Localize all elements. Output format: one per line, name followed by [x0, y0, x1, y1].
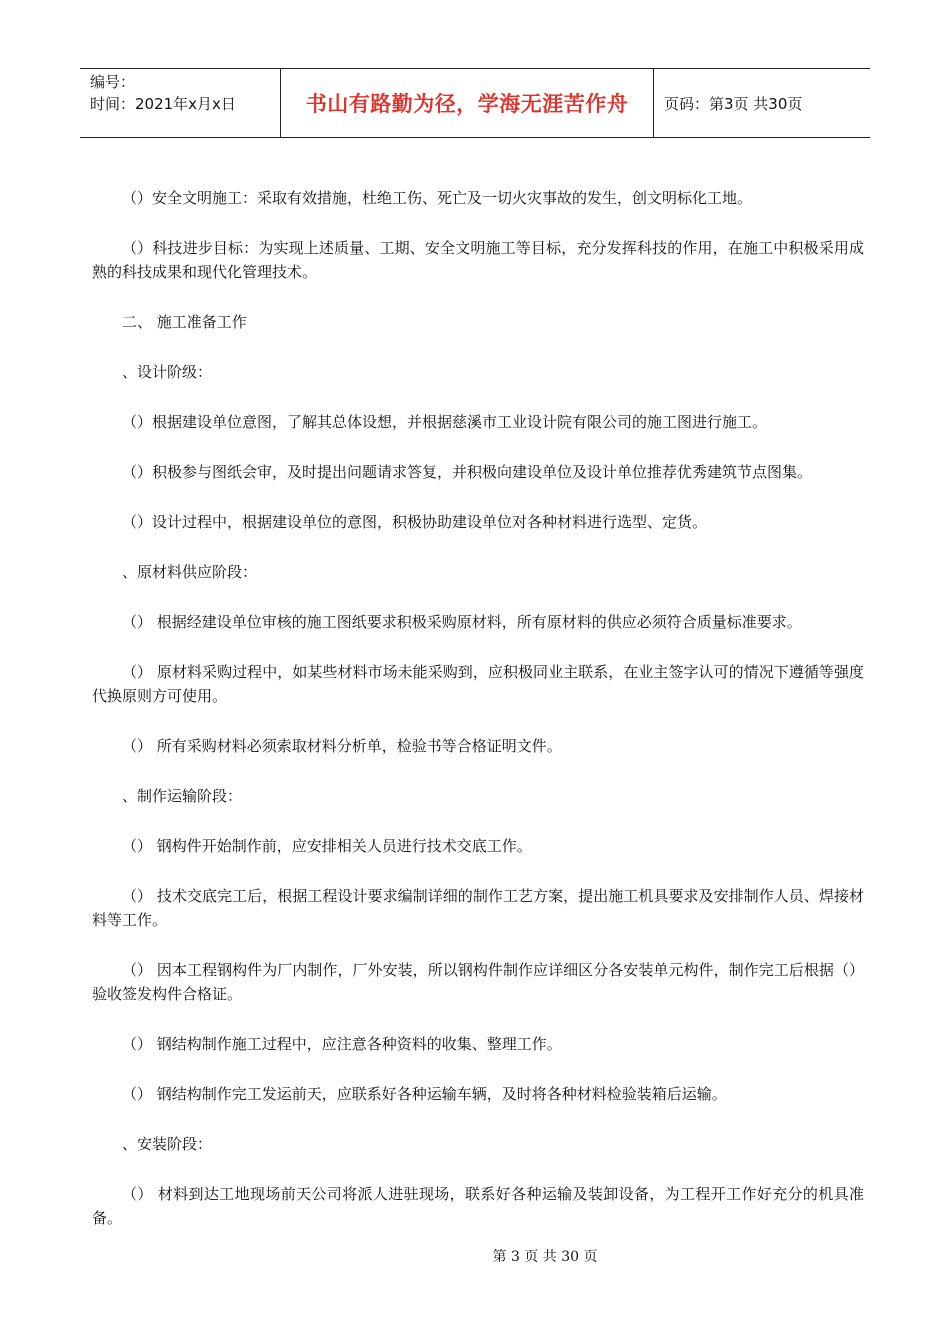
header-page-number: 页码：第3页 共30页 [664, 94, 803, 113]
paragraph: （） 钢结构制作完工发运前天，应联系好各种运输车辆，及时将各种材料检验装箱后运输。 [122, 1085, 727, 1103]
paragraph: （）根据建设单位意图，了解其总体设想，并根据慈溪市工业设计院有限公司的施工图进行施工。 [122, 413, 768, 431]
paragraph: （） 材料到达工地现场前天公司将派人进驻现场，联系好各种运输及装卸设备，为工程开工作好充分的机具准备。 [92, 1185, 864, 1227]
paragraph: （） 原材料采购过程中，如某些材料市场未能采购到，应积极同业主联系，在业主签字认可的情况下遵循等强度代换原则方可使用。 [92, 663, 864, 705]
paragraph: （）设计过程中，根据建设单位的意图，积极协助建设单位对各种材料进行选型、定货。 [122, 513, 708, 531]
paragraph: （）安全文明施工：采取有效措施，杜绝工伤、死亡及一切火灾事故的发生，创文明标化工地。 [122, 189, 753, 207]
paragraph: （） 钢构件开始制作前，应安排相关人员进行技术交底工作。 [122, 837, 532, 855]
paragraph: （） 根据经建设单位审核的施工图纸要求积极采购原材料，所有原材料的供应必须符合质量标准要求。 [122, 613, 802, 631]
section-heading: 二、 施工准备工作 [122, 313, 247, 331]
header-meta [80, 69, 280, 137]
subsection-heading: 、原材料供应阶段： [122, 563, 258, 581]
paragraph: （） 技术交底完工后，根据工程设计要求编制详细的制作工艺方案，提出施工机具要求及安排制作人员、焊接材料等工作。 [92, 887, 864, 929]
document-body [92, 186, 864, 1256]
paragraph: （）科技进步目标：为实现上述质量、工期、安全文明施工等目标，充分发挥科技的作用，在施工中积极采用成熟的科技成果和现代化管理技术。 [92, 239, 864, 281]
page-footer: 第 3 页 共 30 页 [492, 1249, 598, 1265]
paragraph: （）积极参与图纸会审，及时提出问题请求答复，并积极向建设单位及设计单位推荐优秀建筑节点图集。 [122, 463, 813, 481]
header-date: 时间：2021年x月x日 [90, 95, 236, 113]
paragraph: （） 因本工程钢构件为厂内制作，厂外安装，所以钢构件制作应详细区分各安装单元构件，制作完工后根据（）验收签发构件合格证。 [92, 961, 864, 1003]
paragraph: （） 所有采购材料必须索取材料分析单，检验书等合格证明文件。 [122, 737, 562, 755]
page-header [80, 68, 870, 138]
header-number: 编号： [90, 73, 136, 91]
subsection-heading: 、设计阶级： [122, 363, 213, 381]
paragraph: （） 钢结构制作施工过程中，应注意各种资料的收集、整理工作。 [122, 1035, 562, 1053]
subsection-heading: 、制作运输阶段： [122, 787, 243, 805]
subsection-heading: 、安装阶段： [122, 1135, 213, 1153]
header-slogan: 书山有路勤为径，学海无涯苦作舟 [280, 69, 654, 137]
